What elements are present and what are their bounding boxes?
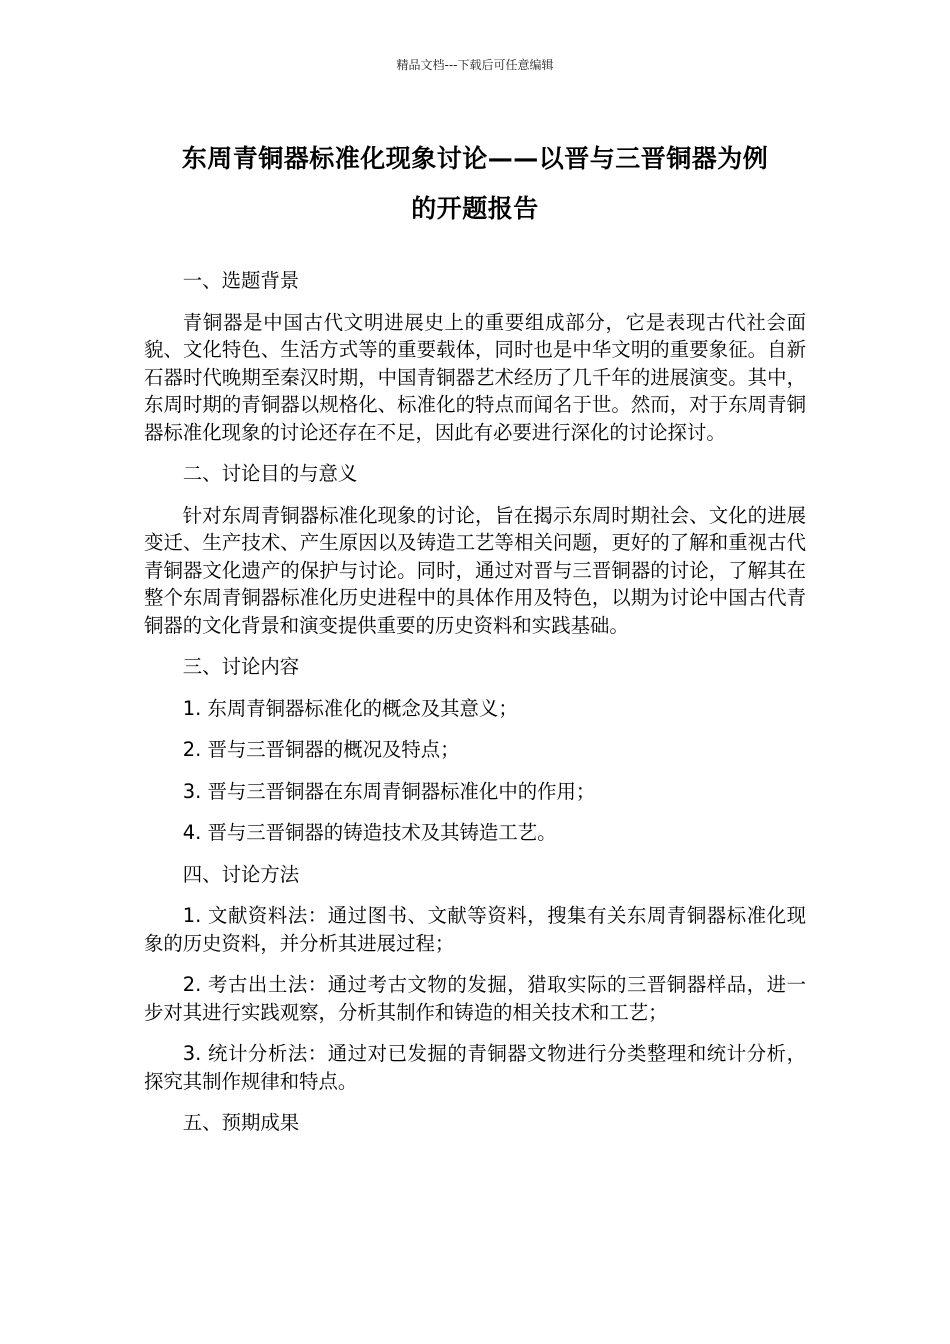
title-line-1: 东周青铜器标准化现象讨论——以晋与三晋铜器为例: [181, 144, 769, 173]
section-heading-purpose: 二、讨论目的与意义: [182, 462, 358, 485]
content-item-4: 4. 晋与三晋铜器的铸造技术及其铸造工艺。: [182, 821, 557, 844]
section-heading-results: 五、预期成果: [182, 1111, 300, 1134]
content-item-3: 3. 晋与三晋铜器在东周青铜器标准化中的作用；: [182, 779, 596, 803]
method-item-1: 1. 文献资料法：通过图书、文献等资料，搜集有关东周青铜器标准化现象的历史资料，并分析其进展过程；: [144, 904, 806, 955]
paragraph-background: 青铜器是中国古代文明进展史上的重要组成部分，它是表现古代社会面貌、文化特色、生活方式等的重要载体，同时也是中华文明的重要象征。自新石器时代晚期至秦汉时期，中国青铜器艺术经历了几千年的进展演变。其中，东周时期的青铜器以规格化、标准化的特点而闻名于世。然而，对于东周青铜器标准化现象的讨论还存在不足，因此有必要进行深化的讨论探讨。: [144, 310, 806, 444]
document-title: [120, 134, 830, 234]
section-heading-content: 三、讨论内容: [182, 655, 300, 678]
content-item-2: 2. 晋与三晋铜器的概况及特点；: [182, 738, 460, 761]
page-header: 精品文档---下载后可任意编辑: [396, 58, 554, 72]
method-item-2: 2. 考古出土法：通过考古文物的发掘，猎取实际的三晋铜器样品，进一步对其进行实践观察，分析其制作和铸造的相关技术和工艺；: [144, 973, 806, 1024]
content-item-1: 1. 东周青铜器标准化的概念及其意义；: [182, 696, 518, 720]
section-heading-methods: 四、讨论方法: [182, 862, 300, 886]
title-line-2: 的开题报告: [411, 194, 539, 223]
section-heading-background: 一、选题背景: [182, 269, 300, 292]
paragraph-purpose: 针对东周青铜器标准化现象的讨论，旨在揭示东周时期社会、文化的进展变迁、生产技术、产生原因以及铸造工艺等相关问题，更好的了解和重视古代青铜器文化遗产的保护与讨论。同时，通过对晋与三晋铜器的讨论，了解其在整个东周青铜器标准化历史进程中的具体作用及特色，以期为讨论中国古代青铜器的文化背景和演变提供重要的历史资料和实践基础。: [144, 503, 806, 637]
document-body: [144, 267, 806, 1151]
method-item-3: 3. 统计分析法：通过对已发掘的青铜器文物进行分类整理和统计分析，探究其制作规律和特点。: [144, 1042, 806, 1093]
